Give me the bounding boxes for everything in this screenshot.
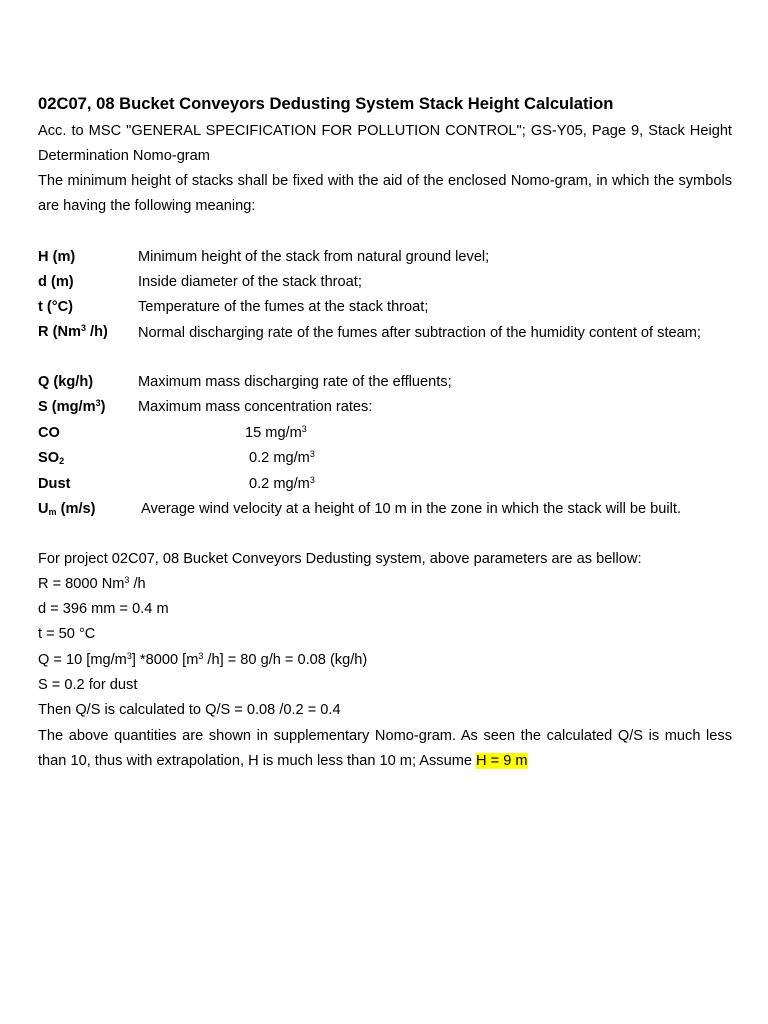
- pollutant-so2-value-superscript: 3: [309, 449, 315, 459]
- pollutant-so2-value-text: 0.2 mg/m: [249, 450, 310, 466]
- symbol-h-term: H (m): [38, 249, 76, 265]
- symbol-s-term-superscript: 3: [95, 398, 101, 408]
- calc-q-text-1: Q = 10 [mg/m: [38, 652, 127, 668]
- pollutant-so2-term-subscript: 2: [59, 456, 65, 466]
- intro-paragraph-1: Acc. to MSC "GENERAL SPECIFICATION FOR POLLUTION CONTROL"; GS-Y05, Page 9, Stack Height Determination Nomo-gram: [38, 123, 732, 165]
- intro-paragraph-2: The minimum height of stacks shall be fixed with the aid of the enclosed Nomo-gram, in which the symbols are having the following meaning:: [38, 173, 732, 215]
- symbol-d-term: d (m): [38, 274, 74, 290]
- calc-result-highlight: H = 9 m: [476, 753, 528, 770]
- symbol-s-definition: Maximum mass concentration rates:: [138, 399, 373, 415]
- symbol-um-term-subscript: m: [48, 507, 57, 517]
- calc-q-text-3: /h] = 80 g/h = 0.08 (kg/h): [203, 652, 368, 668]
- pollutant-co-value: [245, 425, 307, 441]
- symbol-s-term: [38, 399, 105, 415]
- symbol-um-term: [38, 501, 95, 517]
- symbol-t-definition: Temperature of the fumes at the stack throat;: [138, 299, 429, 315]
- pollutant-co-value-superscript: 3: [301, 424, 307, 434]
- symbol-r-term-text: R (Nm: [38, 324, 81, 340]
- calc-r-unit: /h: [129, 576, 146, 592]
- symbol-s-term-unit: ): [100, 399, 106, 415]
- calc-intro: For project 02C07, 08 Bucket Conveyors Dedusting system, above parameters are as bellow:: [38, 551, 642, 567]
- symbol-um-term-text: U: [38, 501, 49, 517]
- symbol-r-term-superscript: 3: [80, 323, 86, 333]
- symbol-t-term: t (°C): [38, 299, 74, 315]
- pollutant-dust-term: Dust: [38, 476, 71, 492]
- calc-s-line: S = 0.2 for dust: [38, 677, 138, 693]
- symbol-um-term-unit: (m/s): [56, 501, 96, 517]
- symbol-h-definition: Minimum height of the stack from natural ground level;: [138, 249, 490, 265]
- pollutant-so2-term-text: SO: [38, 450, 60, 466]
- pollutant-co-term: CO: [38, 425, 60, 441]
- pollutant-so2-value: [249, 450, 315, 466]
- symbol-s-term-text: S (mg/m: [38, 399, 96, 415]
- pollutant-dust-value-text: 0.2 mg/m: [249, 476, 310, 492]
- calc-conclusion: [38, 724, 732, 775]
- symbol-q-term: Q (kg/h): [38, 374, 94, 390]
- calc-conclusion-text: The above quantities are shown in supplementary Nomo-gram. As seen the calculated Q/S is much less than 10, thus with extrapolation, H is much less than 10 m; Assume: [38, 728, 732, 770]
- symbol-r-definition: Normal discharging rate of the fumes after subtraction of the humidity content of steam;: [138, 325, 701, 341]
- symbol-um-definition: Average wind velocity at a height of 10 m in the zone in which the stack will be built.: [141, 501, 681, 517]
- calc-r-line: [38, 576, 146, 592]
- pollutant-so2-term: [38, 450, 64, 466]
- calc-q-superscript-2: 3: [198, 651, 204, 661]
- calc-r-text: R = 8000 Nm: [38, 576, 125, 592]
- calc-r-superscript: 3: [124, 575, 130, 585]
- symbol-r-term: [38, 324, 108, 340]
- calc-q-line: [38, 652, 367, 668]
- symbol-d-definition: Inside diameter of the stack throat;: [138, 274, 362, 290]
- calc-q-superscript-1: 3: [126, 651, 132, 661]
- calc-d-line: d = 396 mm = 0.4 m: [38, 601, 169, 617]
- calc-qs-line: Then Q/S is calculated to Q/S = 0.08 /0.2 = 0.4: [38, 702, 341, 718]
- pollutant-dust-value: [249, 476, 315, 492]
- pollutant-co-value-text: 15 mg/m: [245, 425, 302, 441]
- document-title: 02C07, 08 Bucket Conveyors Dedusting System Stack Height Calculation: [38, 94, 614, 113]
- pollutant-dust-value-superscript: 3: [309, 475, 315, 485]
- calc-q-text-2: ] *8000 [m: [131, 652, 199, 668]
- symbol-q-definition: Maximum mass discharging rate of the effluents;: [138, 374, 452, 390]
- calc-t-line: t = 50 °C: [38, 626, 96, 642]
- symbol-r-term-unit: /h): [86, 324, 108, 340]
